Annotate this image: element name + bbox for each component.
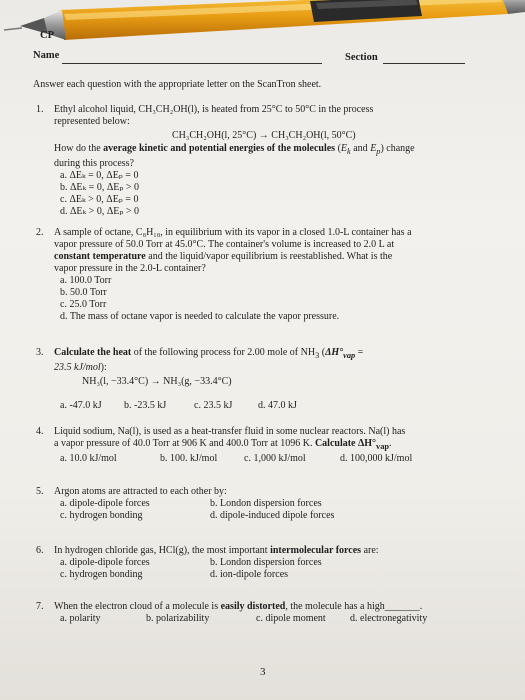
- question-number: 1.: [36, 104, 44, 115]
- answer-option-d: d. dipole-induced dipole forces: [210, 510, 335, 521]
- question-text: a vapor pressure of 40.0 Torr at 906 K and 400.0 Torr at 1096 K. Calculate $\Delta H^\circ_{vap}$.: [54, 438, 392, 451]
- page-number: 3: [260, 666, 266, 678]
- answer-option-c: c. hydrogen bonding: [60, 569, 143, 580]
- answer-option-d: d. ion-dipole forces: [210, 569, 289, 580]
- answer-option-d: d. The mass of octane vapor is needed to calculate the vapor pressure.: [60, 311, 340, 322]
- answer-option-b: b. polarizability: [146, 613, 210, 624]
- question-text: Liquid sodium, Na(l), is used as a heat-transfer fluid in some nuclear reactors. Na(l) has: [54, 426, 406, 437]
- question-number: 2.: [36, 227, 44, 238]
- question-text: A sample of octane, C₈H₁₈, in equilibrium with its vapor in a closed 1.0-L container has a: [54, 227, 412, 238]
- question-number: 7.: [36, 601, 44, 612]
- corner-text: CP: [40, 30, 54, 41]
- instructions: Answer each question with the appropriate letter on the ScanTron sheet.: [33, 79, 322, 90]
- section-label: Section: [345, 52, 378, 63]
- question-text: Ethyl alcohol liquid, CH₃CH₂OH(l), is heated from 25°C to 50°C in the process: [54, 104, 374, 115]
- answer-option-a: a. dipole-dipole forces: [60, 498, 150, 509]
- answer-option-d: d. ΔEₖ > 0, ΔEₚ > 0: [60, 206, 140, 217]
- question-text: constant temperature and the liquid/vapor equilibrium is reestablished. What is the: [54, 251, 393, 262]
- question-text: during this process?: [54, 158, 134, 169]
- answer-option-b: b. London dispersion forces: [210, 557, 322, 568]
- answer-option-a: a. -47.0 kJ: [60, 400, 102, 411]
- answer-option-c: c. dipole moment: [256, 613, 326, 624]
- question-text: vapor pressure in the 2.0-L container?: [54, 263, 206, 274]
- answer-option-d: d. 100,000 kJ/mol: [340, 453, 413, 464]
- question-text: represented below:: [54, 116, 130, 127]
- answer-option-a: a. 10.0 kJ/mol: [60, 453, 117, 464]
- question-text: How do the average kinetic and potential energies of the molecules ($E_k$ and $E_p$) change: [54, 143, 415, 156]
- answer-option-b: b. 50.0 Torr: [60, 287, 107, 298]
- question-number: 6.: [36, 545, 44, 556]
- answer-option-d: d. 47.0 kJ: [258, 400, 297, 411]
- answer-option-c: c. 23.5 kJ: [194, 400, 233, 411]
- section-line: [383, 63, 465, 64]
- question-text: 23.5 kJ/mol):: [54, 362, 107, 373]
- answer-option-c: c. ΔEₖ > 0, ΔEₚ = 0: [60, 194, 139, 205]
- pencil: [0, 0, 525, 60]
- answer-option-a: a. 100.0 Torr: [60, 275, 112, 286]
- answer-option-a: a. polarity: [60, 613, 101, 624]
- answer-option-b: b. London dispersion forces: [210, 498, 322, 509]
- question-text: When the electron cloud of a molecule is easily distorted, the molecule has a high_______.: [54, 601, 423, 612]
- question-number: 3.: [36, 347, 44, 358]
- name-line: [62, 63, 322, 64]
- answer-option-b: b. ΔEₖ = 0, ΔEₚ > 0: [60, 182, 140, 193]
- question-number: 4.: [36, 426, 44, 437]
- question-text: vapor pressure of 50.0 Torr at 45.0°C. The container's volume is increased to 2.0 L at: [54, 239, 395, 250]
- name-label: Name: [33, 50, 60, 61]
- question-number: 5.: [36, 486, 44, 497]
- question-text: In hydrogen chloride gas, HCl(g), the most important intermolecular forces are:: [54, 545, 379, 556]
- answer-option-b: b. -23.5 kJ: [124, 400, 167, 411]
- answer-option-a: a. ΔEₖ = 0, ΔEₚ = 0: [60, 170, 139, 181]
- answer-option-d: d. electronegativity: [350, 613, 428, 624]
- answer-option-b: b. 100. kJ/mol: [160, 453, 218, 464]
- equation: NH₃(l, −33.4°C) → NH₃(g, −33.4°C): [82, 376, 232, 387]
- equation: CH₃CH₂OH(l, 25°C) → CH₃CH₂OH(l, 50°C): [172, 130, 356, 141]
- answer-option-c: c. 25.0 Torr: [60, 299, 107, 310]
- question-text: Argon atoms are attracted to each other by:: [54, 486, 227, 497]
- answer-option-c: c. hydrogen bonding: [60, 510, 143, 521]
- question-text: Calculate the heat of the following process for 2.00 mole of $NH_3$ ($\Delta H^\circ_{vap}$ =: [54, 347, 364, 360]
- answer-option-c: c. 1,000 kJ/mol: [244, 453, 306, 464]
- answer-option-a: a. dipole-dipole forces: [60, 557, 150, 568]
